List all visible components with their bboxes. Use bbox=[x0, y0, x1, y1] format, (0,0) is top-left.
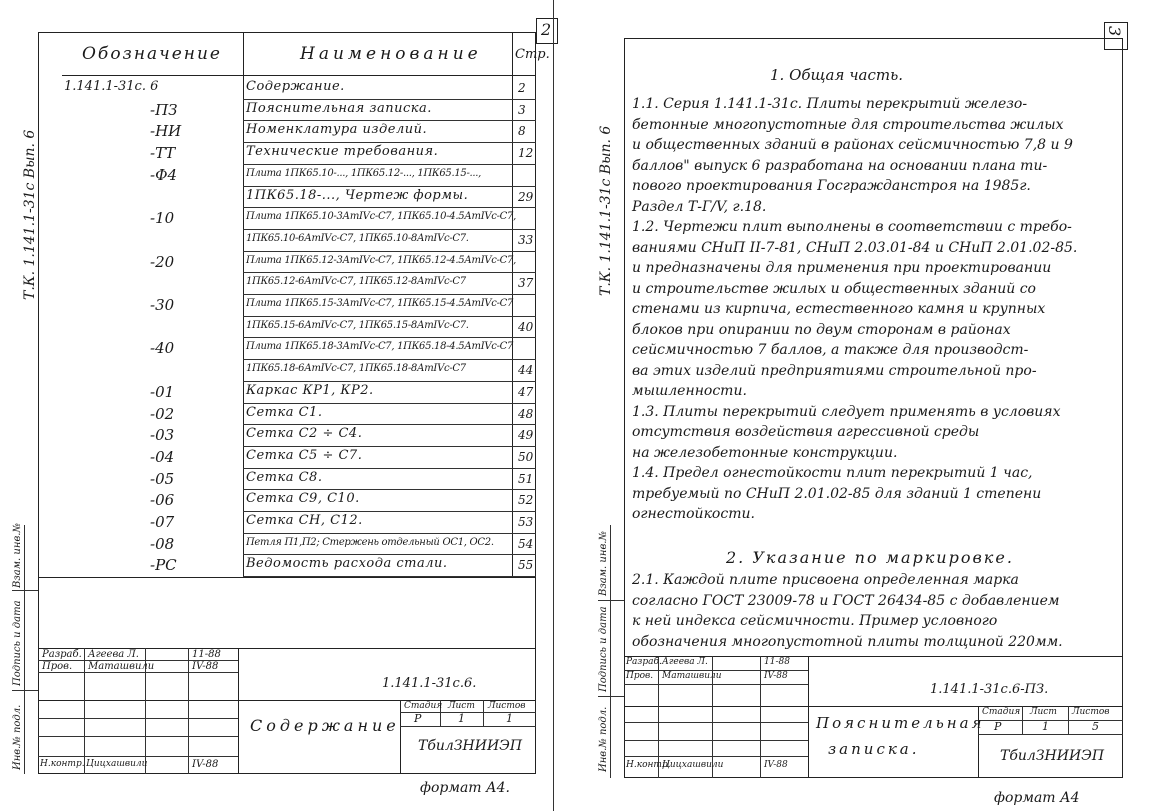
right-stage-value: Р bbox=[994, 720, 1002, 733]
row-designation: -Ф4 bbox=[150, 165, 178, 184]
left-format-label: формат А4. bbox=[420, 780, 510, 796]
table-row-line bbox=[243, 533, 536, 534]
col-header-name: Наименование bbox=[300, 44, 482, 64]
row-name: Плита 1ПК65.10-3АтIVс-С7, 1ПК65.10-4.5АтIVс-С7, bbox=[246, 211, 516, 223]
right-stamp-title-1: Пояснительная bbox=[816, 714, 985, 732]
row-page: 50 bbox=[518, 449, 534, 464]
left-header-line bbox=[62, 75, 536, 76]
right-format-label: формат А4 bbox=[994, 790, 1080, 806]
right-sheet-label: Лист bbox=[1030, 707, 1057, 717]
right-sheet-value: 1 bbox=[1042, 720, 1049, 733]
right-signer-name-1: Агеева Л. bbox=[662, 657, 708, 667]
text-line: 1.2. Чертежи плит выполнены в соответствии с требо- bbox=[632, 219, 1072, 235]
row-designation: -40 bbox=[150, 339, 175, 358]
left-stamp-row-5 bbox=[38, 756, 238, 757]
right-sheets-label: Листов bbox=[1072, 707, 1110, 717]
left-stage-label: Стадия bbox=[404, 701, 443, 711]
table-row-line bbox=[243, 468, 536, 469]
left-stamp-col-4 bbox=[238, 648, 239, 774]
text-line: требуемый по СНиП 2.01.02-85 для зданий 1 степени bbox=[632, 485, 1042, 502]
row-name: 1ПК65.18-..., Чертеж формы. bbox=[246, 187, 469, 203]
row-name: Сетка СН, С12. bbox=[246, 513, 363, 528]
table-row-line bbox=[243, 186, 536, 187]
row-page: 51 bbox=[518, 471, 534, 486]
row-name: Пояснительная записка. bbox=[246, 100, 432, 116]
table-row-line bbox=[243, 337, 536, 338]
table-row-line bbox=[243, 381, 536, 382]
left-margin-label-1: Инв.№ подл. bbox=[12, 704, 23, 770]
right-stamp-row-4 bbox=[624, 740, 808, 741]
row-page: 44 bbox=[518, 363, 534, 378]
text-line: 2.1. Каждой плите присвоена определенная марка bbox=[632, 572, 1019, 588]
table-row-line bbox=[243, 576, 536, 577]
left-signer-date-2: IV-88 bbox=[192, 661, 219, 672]
text-line: согласно ГОСТ 23009-78 и ГОСТ 26434-85 с добавлением bbox=[632, 592, 1060, 609]
right-signer-date-1: 11-88 bbox=[764, 657, 790, 667]
section-1-title: 1. Общая часть. bbox=[770, 66, 904, 84]
text-line: огнестойкости. bbox=[632, 506, 755, 522]
right-page-number: 3 bbox=[1105, 26, 1124, 37]
row-designation: -03 bbox=[150, 426, 175, 445]
text-line: мышленности. bbox=[632, 383, 747, 399]
left-signer-date-3: IV-88 bbox=[192, 759, 219, 770]
table-row-line bbox=[243, 446, 536, 447]
row-page: 54 bbox=[518, 536, 534, 551]
right-stamp-col-4 bbox=[808, 656, 809, 778]
right-stamp-row-5 bbox=[624, 756, 808, 757]
table-row-line bbox=[243, 359, 536, 360]
right-stamp-row-3 bbox=[624, 722, 808, 723]
text-line: 1.4. Предел огнестойкости плит перекрытий 1 час, bbox=[632, 465, 1033, 481]
left-stage-value: Р bbox=[414, 712, 422, 725]
row-name: 1ПК65.18-6АтIVс-С7, 1ПК65.18-8АтIVс-С7 bbox=[246, 363, 466, 375]
right-side-code: Т.К. 1.141.1-31с Вып. 6 bbox=[598, 125, 614, 296]
row-page: 3 bbox=[518, 102, 526, 117]
left-signer-date-1: 11-88 bbox=[192, 649, 221, 660]
row-name: Номенклатура изделий. bbox=[246, 122, 428, 138]
row-page: 37 bbox=[518, 276, 534, 291]
left-page-number: 2 bbox=[541, 20, 552, 39]
table-row-line bbox=[243, 554, 536, 555]
left-margin-sep-1 bbox=[12, 590, 38, 591]
row-designation: -10 bbox=[150, 209, 175, 228]
row-designation: -ПЗ bbox=[150, 100, 178, 119]
right-stamp-code: 1.141.1-31с.6-ПЗ. bbox=[930, 682, 1049, 697]
row-designation: -04 bbox=[150, 447, 175, 466]
table-row-line bbox=[243, 120, 536, 121]
left-stamp-row-2 bbox=[38, 672, 238, 673]
row-designation: -06 bbox=[150, 491, 175, 510]
left-stamp-stage-col-2 bbox=[483, 700, 484, 726]
section-2-title: 2. Указание по маркировке. bbox=[726, 548, 1014, 567]
left-stamp-row-4 bbox=[38, 736, 238, 737]
row-page: 49 bbox=[518, 428, 534, 443]
row-page: 55 bbox=[518, 558, 534, 573]
left-col-divider-1 bbox=[243, 32, 244, 577]
text-line: на железобетонные конструкции. bbox=[632, 444, 898, 461]
row-page: 48 bbox=[518, 406, 534, 421]
row-name: Каркас КР1, КР2. bbox=[246, 382, 374, 398]
left-margin-sep-2 bbox=[12, 690, 38, 691]
table-row-line bbox=[243, 142, 536, 143]
text-line: и общественных зданий в районах сейсмичностью 7,8 и 9 bbox=[632, 137, 1073, 153]
row-designation: 1.141.1-31с. 6 bbox=[64, 79, 159, 94]
row-name: Ведомость расхода стали. bbox=[246, 556, 448, 572]
text-line: к ней индекса сейсмичности. Пример условного bbox=[632, 613, 998, 629]
table-row-line bbox=[243, 251, 536, 252]
right-signer-role-1: Разраб. bbox=[626, 657, 662, 667]
row-name: 1ПК65.12-6АтIVс-С7, 1ПК65.12-8АтIVс-С7 bbox=[246, 276, 466, 288]
right-stamp-row-2 bbox=[624, 684, 808, 685]
table-row-line bbox=[243, 489, 536, 490]
row-designation: -07 bbox=[150, 513, 175, 531]
table-row-line bbox=[243, 511, 536, 512]
right-stage-label: Стадия bbox=[982, 707, 1021, 717]
row-designation: -20 bbox=[150, 252, 175, 271]
row-page: 40 bbox=[518, 319, 534, 334]
row-designation: -05 bbox=[150, 469, 175, 488]
left-signer-name-1: Агеева Л. bbox=[88, 649, 139, 660]
row-name: Плита 1ПК65.10-..., 1ПК65.12-..., 1ПК65.15-..., bbox=[246, 167, 482, 179]
right-stamp-stage-line-2 bbox=[978, 734, 1123, 735]
row-name: Технические требования. bbox=[246, 144, 439, 160]
left-stamp-col-3 bbox=[188, 648, 189, 774]
right-signer-date-3: IV-88 bbox=[764, 760, 788, 770]
right-stamp-title-2: записка. bbox=[828, 740, 920, 758]
row-designation: -НИ bbox=[150, 122, 182, 141]
table-row-line bbox=[243, 424, 536, 425]
row-page: 2 bbox=[518, 81, 526, 95]
right-signer-date-2: IV-88 bbox=[764, 671, 788, 681]
table-row-line bbox=[243, 229, 536, 230]
left-signer-name-2: Маташвили bbox=[88, 661, 155, 672]
row-name: Петля П1,П2; Стержень отдельный ОС1, ОС2. bbox=[246, 536, 494, 548]
text-line: стенами из кирпича, естественного камня и крупных bbox=[632, 301, 1046, 317]
right-margin-label-1: Инв.№ подл. bbox=[598, 706, 609, 772]
left-signer-role-3: Н.контр. bbox=[40, 759, 85, 769]
left-stamp-stage-line-2 bbox=[400, 726, 536, 727]
row-name: Сетка С1. bbox=[246, 404, 323, 420]
row-name: 1ПК65.10-6АтIVс-С7, 1ПК65.10-8АтIVс-С7. bbox=[246, 232, 469, 244]
text-line: баллов" выпуск 6 разработана на основании плана ти- bbox=[632, 157, 1048, 174]
row-page: 8 bbox=[518, 124, 526, 139]
row-designation: -30 bbox=[150, 296, 175, 314]
left-signer-name-3: Цицхашвили bbox=[86, 759, 148, 769]
right-stamp-org: ТбилЗНИИЭП bbox=[1000, 748, 1105, 764]
row-designation: -ТТ bbox=[150, 144, 176, 163]
row-designation: -08 bbox=[150, 534, 175, 553]
left-margin-line bbox=[24, 525, 25, 774]
right-stamp-stage-col-1 bbox=[1022, 706, 1023, 734]
row-designation: -01 bbox=[150, 382, 175, 401]
row-page: 53 bbox=[518, 515, 534, 529]
row-name: 1ПК65.15-6АтIVс-С7, 1ПК65.15-8АтIVс-С7. bbox=[246, 319, 469, 331]
table-row-line bbox=[243, 316, 536, 317]
row-page: 52 bbox=[518, 493, 534, 508]
right-signer-role-3: Н.контр. bbox=[626, 760, 671, 770]
text-line: и строительстве жилых и общественных зданий со bbox=[632, 280, 1036, 297]
text-line: 1.1. Серия 1.141.1-31с. Плиты перекрытий железо- bbox=[632, 96, 1028, 112]
left-sheet-label: Лист bbox=[448, 701, 475, 711]
right-stamp-col-3 bbox=[760, 656, 761, 778]
row-designation: -РС bbox=[150, 556, 177, 575]
right-margin-line bbox=[610, 525, 611, 778]
row-name: Сетка С5 ÷ С7. bbox=[246, 447, 363, 463]
right-signer-name-2: Маташвили bbox=[662, 671, 722, 681]
table-row-line bbox=[243, 403, 536, 404]
right-signer-role-2: Пров. bbox=[626, 671, 654, 681]
text-line: Раздел Т-Г/V, г.18. bbox=[632, 198, 767, 215]
table-row-line bbox=[243, 294, 536, 295]
row-name: Плита 1ПК65.15-3АтIVс-С7, 1ПК65.15-4.5АтIVс-С7 bbox=[246, 298, 514, 309]
right-margin-sep-2 bbox=[598, 696, 624, 697]
left-margin-label-3: Взам. инв.№ bbox=[12, 523, 23, 588]
text-line: пового проектирования Госгражданстроя на 1985г. bbox=[632, 178, 1031, 194]
row-name: Содержание. bbox=[246, 79, 345, 94]
row-page: 29 bbox=[518, 189, 534, 204]
left-stamp-title: Содержание bbox=[250, 716, 400, 735]
left-table-bottom bbox=[38, 577, 536, 578]
left-stamp-org: ТбилЗНИИЭП bbox=[418, 738, 523, 754]
text-line: блоков при опирании по двум сторонам в районах bbox=[632, 321, 1011, 338]
left-sheets-value: 1 bbox=[506, 712, 513, 725]
right-stamp-stage-col-2 bbox=[1068, 706, 1069, 734]
text-line: ваниями СНиП II-7-81, СНиП 2.03.01-84 и СНиП 2.01.02-85. bbox=[632, 239, 1078, 256]
right-signer-name-3: Цицхашвили bbox=[662, 760, 724, 770]
left-stamp-code: 1.141.1-31с.6. bbox=[382, 676, 477, 691]
left-sheets-label: Листов bbox=[488, 701, 526, 711]
text-line: сейсмичностью 7 баллов, а также для производст- bbox=[632, 342, 1029, 358]
text-line: и предназначены для применения при проектировании bbox=[632, 260, 1052, 276]
right-sheets-value: 5 bbox=[1092, 720, 1099, 733]
left-sheet-value: 1 bbox=[458, 712, 465, 725]
table-row-line bbox=[243, 272, 536, 273]
text-line: ва этих изделий предприятиями строительной про- bbox=[632, 362, 1037, 379]
row-name: Плита 1ПК65.18-3АтIVс-С7, 1ПК65.18-4.5АтIVс-С7 bbox=[246, 341, 514, 353]
text-line: 1.3. Плиты перекрытий следует применять в условиях bbox=[632, 403, 1061, 420]
col-header-designation: Обозначение bbox=[82, 44, 222, 64]
right-margin-label-3: Взам. инв.№ bbox=[598, 531, 609, 596]
left-signer-role-2: Пров. bbox=[42, 661, 73, 672]
row-page: 33 bbox=[518, 232, 534, 247]
col-header-page: Стр. bbox=[515, 47, 550, 62]
row-name: Сетка С8. bbox=[246, 469, 323, 485]
row-name: Плита 1ПК65.12-3АтIVс-С7, 1ПК65.12-4.5АтIVс-С7, bbox=[246, 254, 516, 266]
row-page: 47 bbox=[518, 384, 534, 399]
text-line: бетонные многопустотные для строительства жилых bbox=[632, 116, 1064, 133]
table-row-line bbox=[243, 99, 536, 100]
text-line: обозначения многопустотной плиты толщиной 220мм. bbox=[632, 633, 1063, 650]
left-margin-label-2: Подпись и дата bbox=[12, 600, 23, 686]
sheet-separator bbox=[553, 0, 554, 811]
row-name: Сетка С9, С10. bbox=[246, 491, 360, 507]
right-margin-label-2: Подпись и дата bbox=[598, 606, 609, 692]
row-designation: -02 bbox=[150, 404, 175, 423]
text-line: отсутствия воздействия агрессивной среды bbox=[632, 424, 980, 440]
left-side-code: Т.К. 1.141.1-31с Вып. 6 bbox=[22, 129, 38, 300]
table-row-line bbox=[243, 207, 536, 208]
left-stamp-col-1 bbox=[84, 648, 85, 774]
left-stamp-row-3 bbox=[38, 718, 238, 719]
row-page: 12 bbox=[518, 146, 534, 161]
right-margin-sep-1 bbox=[598, 600, 624, 601]
table-row-line bbox=[243, 164, 536, 165]
row-name: Сетка С2 ÷ С4. bbox=[246, 426, 363, 442]
left-signer-role-1: Разраб. bbox=[42, 649, 82, 660]
